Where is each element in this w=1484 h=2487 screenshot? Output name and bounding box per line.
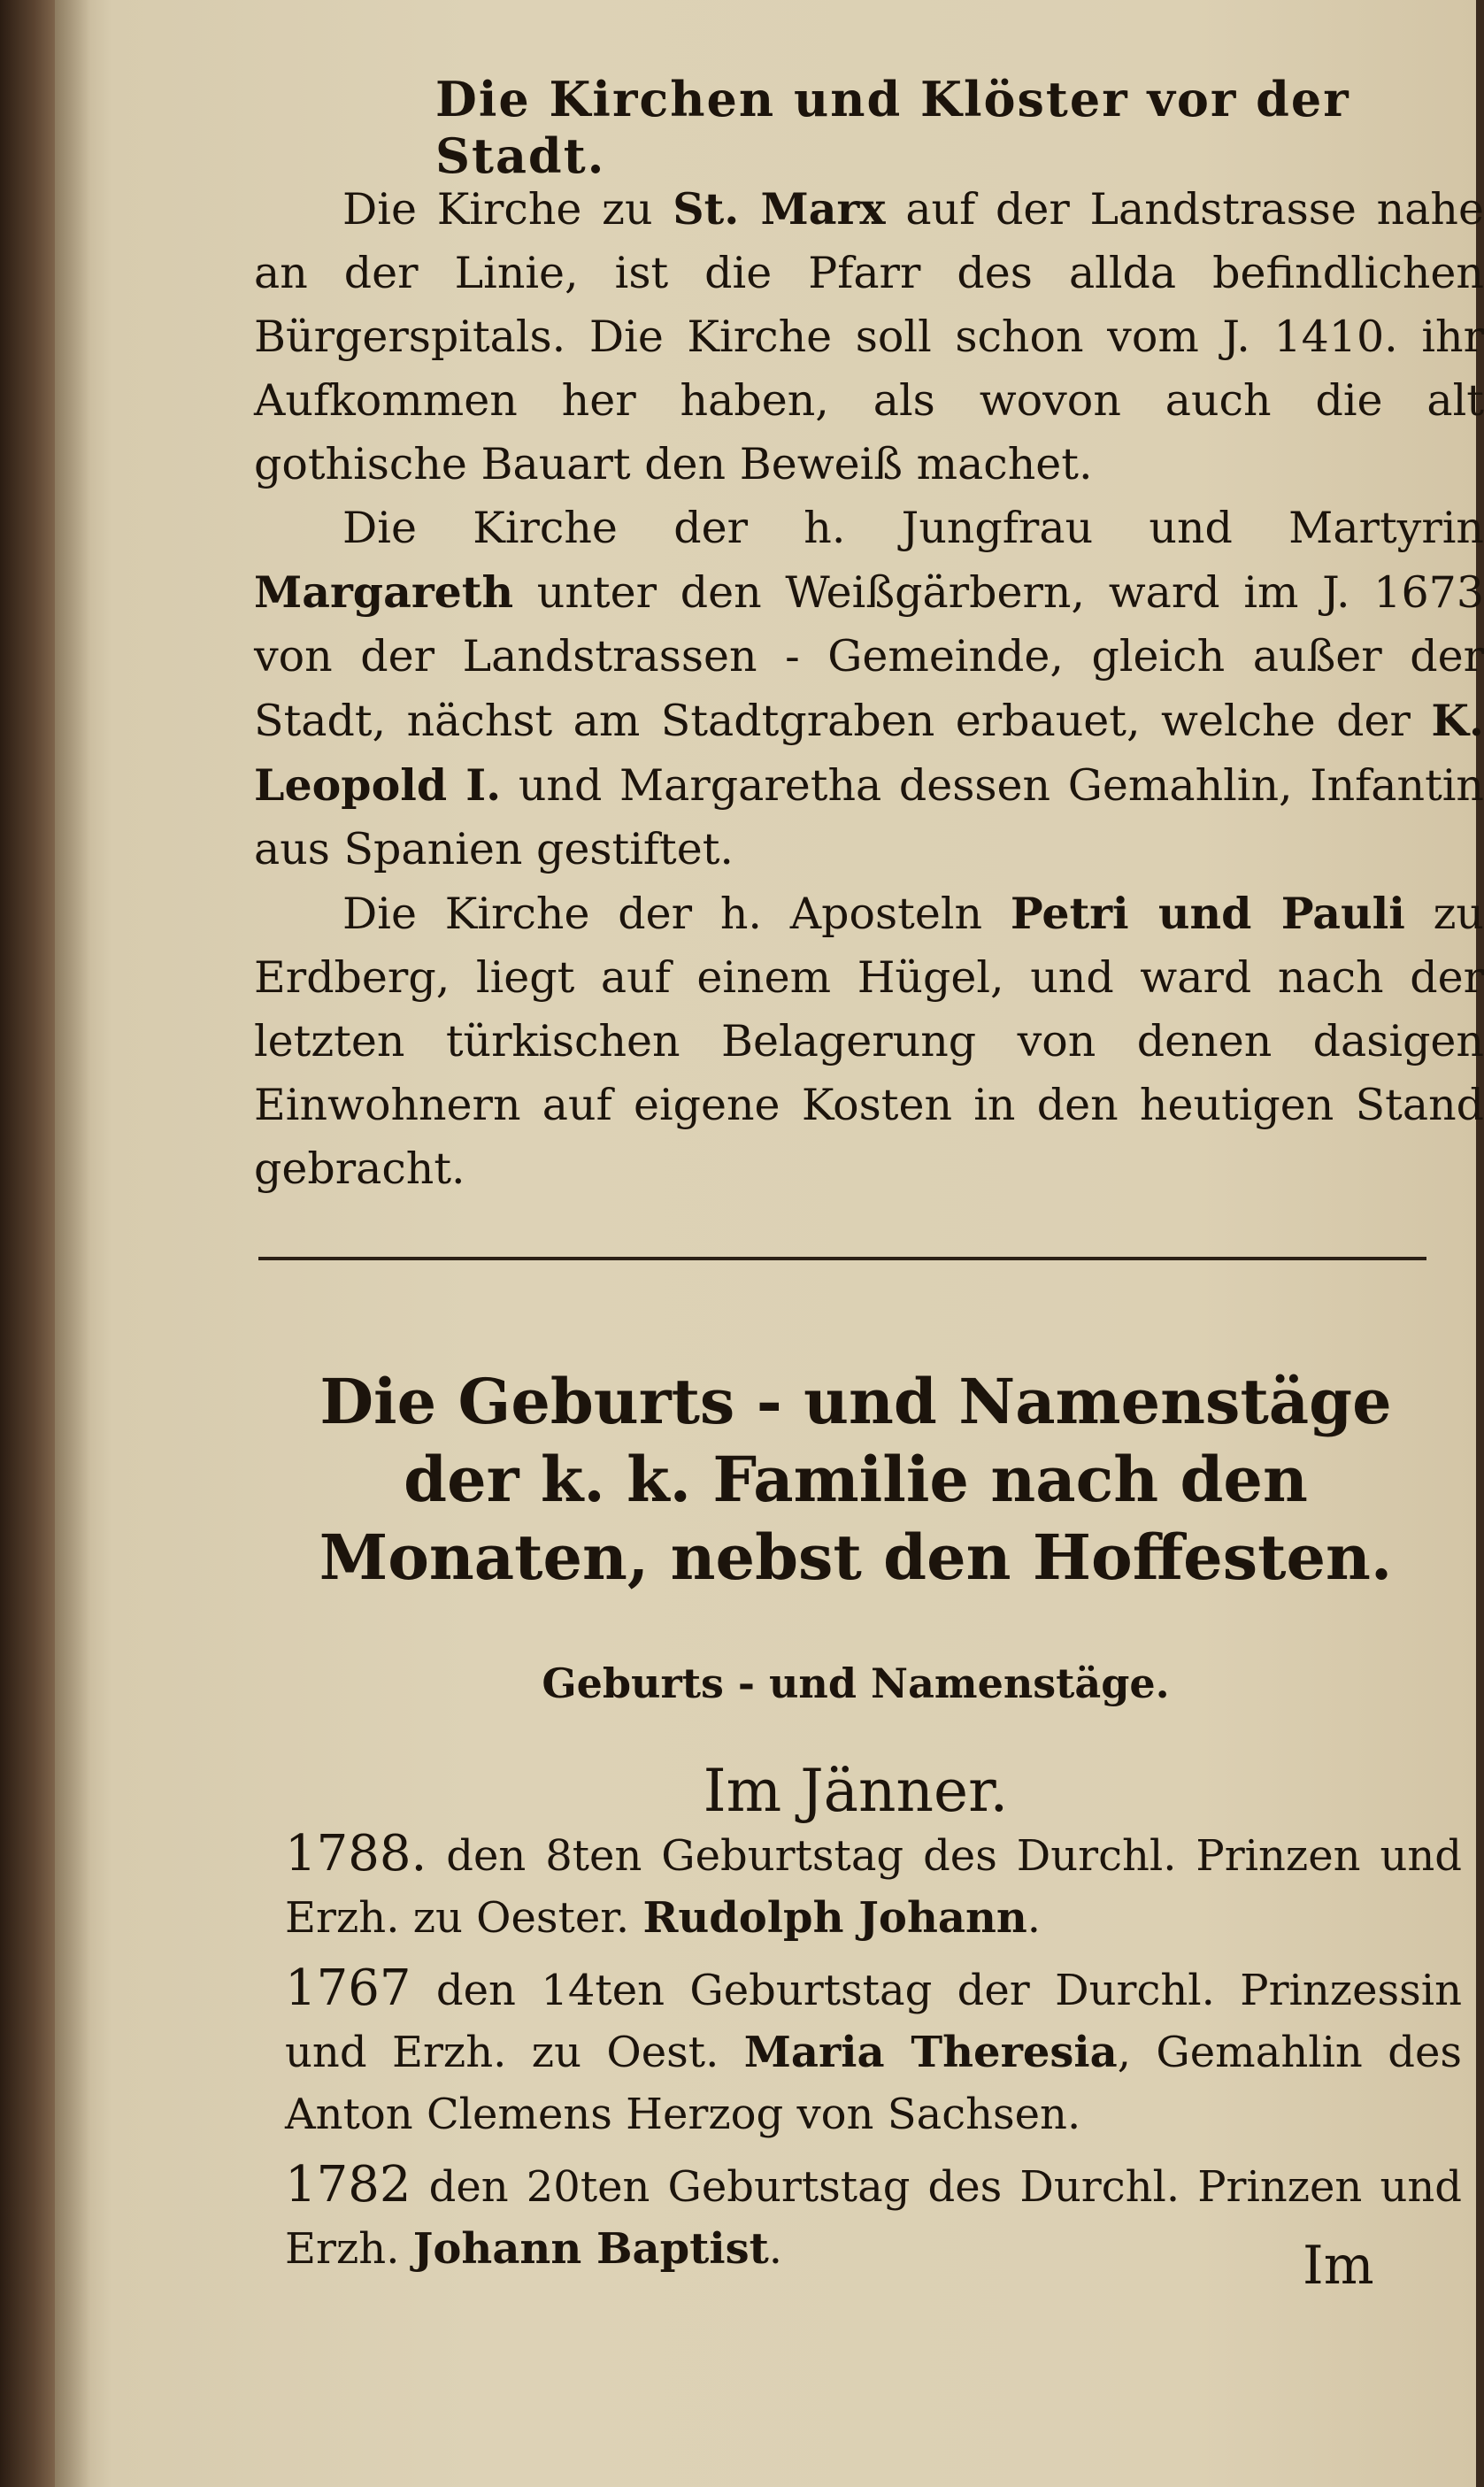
- paragraph-margareth: [254, 497, 1484, 882]
- paragraph-text: und Margaretha dessen Gemahlin, Infantin aus Spanien gestiftet.: [254, 760, 1484, 874]
- entry-text: den 14ten Geburtstag der Durchl. Prinzessin und Erzh. zu Oest.: [285, 1966, 1462, 2077]
- churches-section: [254, 177, 1484, 1201]
- entry-year: 1767: [285, 1960, 411, 2017]
- entry-year: 1782: [285, 2156, 411, 2214]
- birthday-entry: [285, 1823, 1462, 1949]
- paragraph-st-marx: [254, 177, 1484, 497]
- church-name: Margareth: [254, 566, 514, 618]
- paragraph-text: Die Kirche der h. Aposteln: [342, 889, 1011, 939]
- paragraph-petri-pauli: [254, 882, 1484, 1201]
- section-divider: [258, 1257, 1426, 1260]
- paragraph-text: auf der Landstrasse nahe an der Linie, ist die Pfarr des allda befindlichen Bürgerspitals. Die Kirche soll schon vom J. 1410. ihr Aufkommen her haben, als wovon auch die alt gothische Bauart den Beweiß machet.: [254, 184, 1484, 489]
- birthday-list: [285, 1823, 1462, 2289]
- birthday-entry: [285, 1958, 1462, 2145]
- paragraph-text: unter den Weißgärbern, ward im J. 1673 von der Landstrassen - Gemeinde, gleich außer der Stadt, nächst am Stadtgraben erbauet, welche der: [254, 567, 1484, 746]
- entry-text: den 20ten Geburtstag des Durchl. Prinzen und Erzh.: [285, 2162, 1462, 2274]
- entry-person-name: Johann Baptist: [412, 2224, 769, 2274]
- church-name: Petri und Pauli: [1010, 888, 1405, 939]
- entry-person-name: Rudolph Johann: [642, 1893, 1027, 1943]
- entry-text: den 8ten Geburtstag des Durchl. Prinzen und Erzh. zu Oester.: [285, 1831, 1462, 1943]
- entry-text: .: [768, 2224, 783, 2274]
- section-title: Die Geburts - und Namenstäge der k. k. Familie nach den Monaten, nebst den Hoffesten.: [319, 1365, 1393, 1594]
- catchword: Im: [1303, 2235, 1374, 2297]
- subheading: Geburts - und Namenstäge.: [542, 1659, 1170, 1707]
- entry-text: .: [1026, 1893, 1041, 1943]
- paragraph-text: Die Kirche zu: [342, 184, 673, 235]
- book-page: [55, 0, 1484, 2487]
- entry-year: 1788.: [285, 1825, 427, 1883]
- birthday-entry: [285, 2154, 1462, 2280]
- church-name: St. Marx: [673, 183, 886, 235]
- month-heading: Im Jänner.: [703, 1757, 1009, 1825]
- emperor-name: K. Leopold I.: [254, 695, 1484, 811]
- paragraph-text: Die Kirche der h. Jungfrau und Martyrin: [342, 503, 1484, 553]
- entry-person-name: Maria Theresia: [743, 2028, 1118, 2077]
- entry-text: , Gemahlin des Anton Clemens Herzog von Sachsen.: [285, 2028, 1463, 2139]
- book-binding-edge: [0, 0, 62, 2487]
- running-header: Die Kirchen und Klöster vor der Stadt.: [435, 71, 1350, 184]
- paragraph-text: zu Erdberg, liegt auf einem Hügel, und ward nach der letzten türkischen Belagerung von denen dasigen Einwohnern auf eigene Kosten in den heutigen Stand gebracht.: [254, 889, 1484, 1194]
